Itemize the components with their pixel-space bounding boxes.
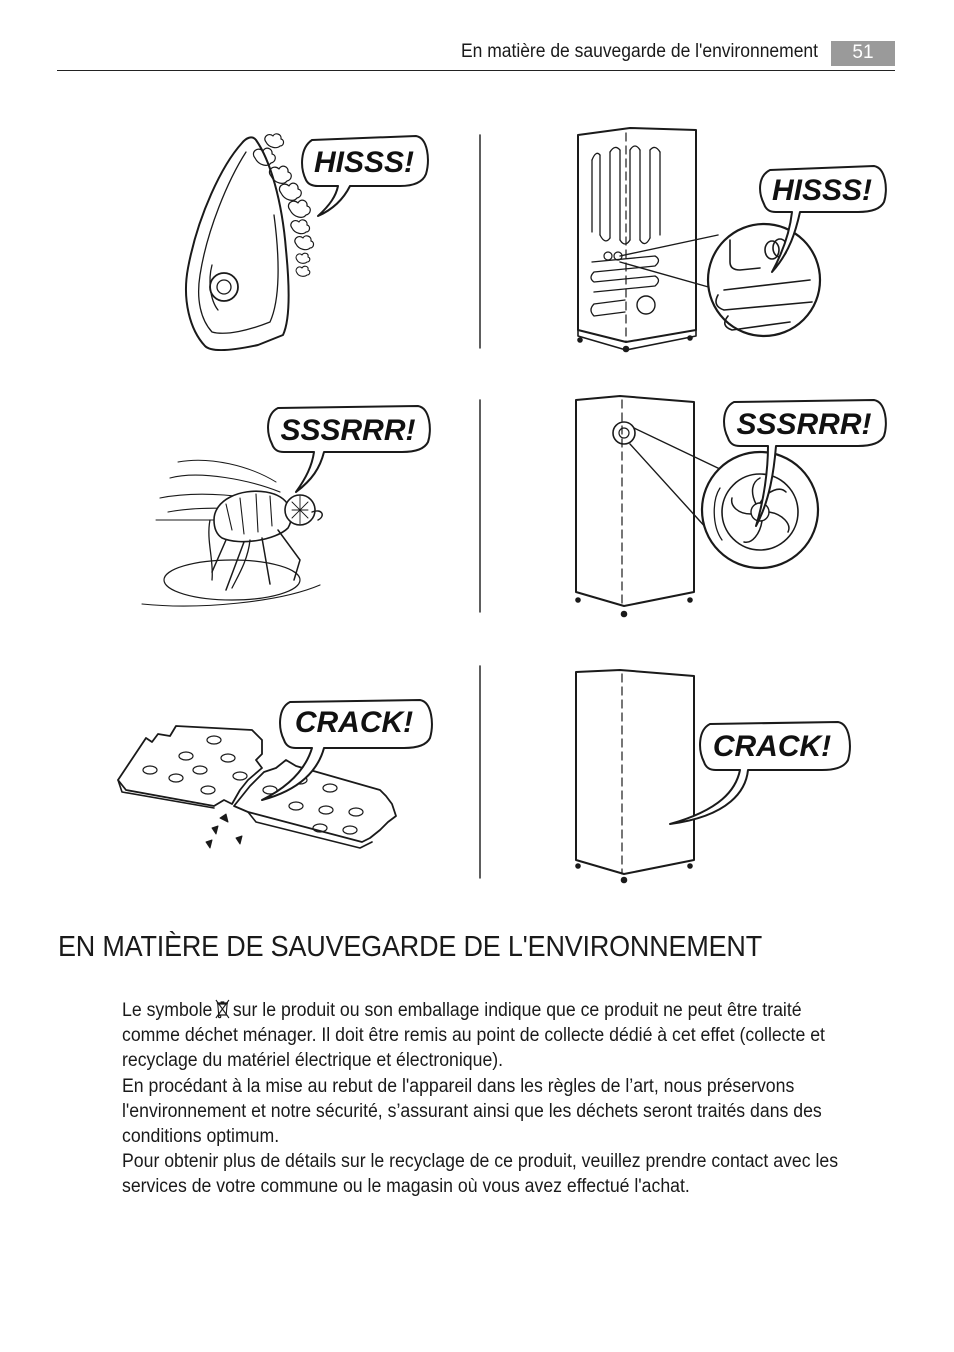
fridge-back-bubble-text: HISSS! <box>771 174 873 207</box>
speech-bubble-fridge-back <box>760 166 886 272</box>
steam-iron-icon <box>186 134 314 350</box>
iron-bubble-text: HISSS! <box>313 146 415 179</box>
running-header: En matière de sauvegarde de l'environnement <box>460 41 818 62</box>
fridge-cabinet-bubble-text: CRACK! <box>712 730 832 763</box>
ice-bubble-text: CRACK! <box>294 706 414 739</box>
speech-bubble-fly <box>268 406 430 492</box>
fridge-back-icon <box>578 128 820 352</box>
body-text <box>122 998 857 1200</box>
speech-bubble-iron <box>302 136 428 216</box>
page-number: 51 <box>831 41 895 66</box>
p1-start: Le symbole <box>122 1000 213 1021</box>
crossed-out-wheelie-bin-icon <box>215 999 230 1019</box>
speech-bubble-fridge-cabinet <box>670 722 850 824</box>
paragraph-2: En procédant à la mise au rebut de l'appareil dans les règles de l’art, nous préservons l'environnement et notre sécurité, s’assurant ainsi que les déchets seront traités dans des conditions optimum. <box>122 1075 822 1148</box>
fly-bubble-text: SSSRRR! <box>280 414 416 447</box>
paragraph-1 <box>122 998 857 1074</box>
p1-rest: sur le produit ou son emballage indique que ce produit ne peut être traité comme déchet ménager. Il doit être remis au point de collecte dédié à cet effet (collecte et recyclage du matériel électrique et électronique). <box>122 1000 825 1072</box>
paragraph-3: Pour obtenir plus de détails sur le recyclage de ce produit, veuillez prendre contact avec les services de votre commune ou le magasin où vous avez effectué l'achat. <box>122 1151 839 1198</box>
fridge-cabinet-icon <box>576 670 694 883</box>
fly-icon <box>142 460 322 606</box>
section-title: EN MATIÈRE DE SAUVEGARDE DE L'ENVIRONNEMENT <box>58 931 762 963</box>
fridge-fan-bubble-text: SSSRRR! <box>736 408 872 441</box>
